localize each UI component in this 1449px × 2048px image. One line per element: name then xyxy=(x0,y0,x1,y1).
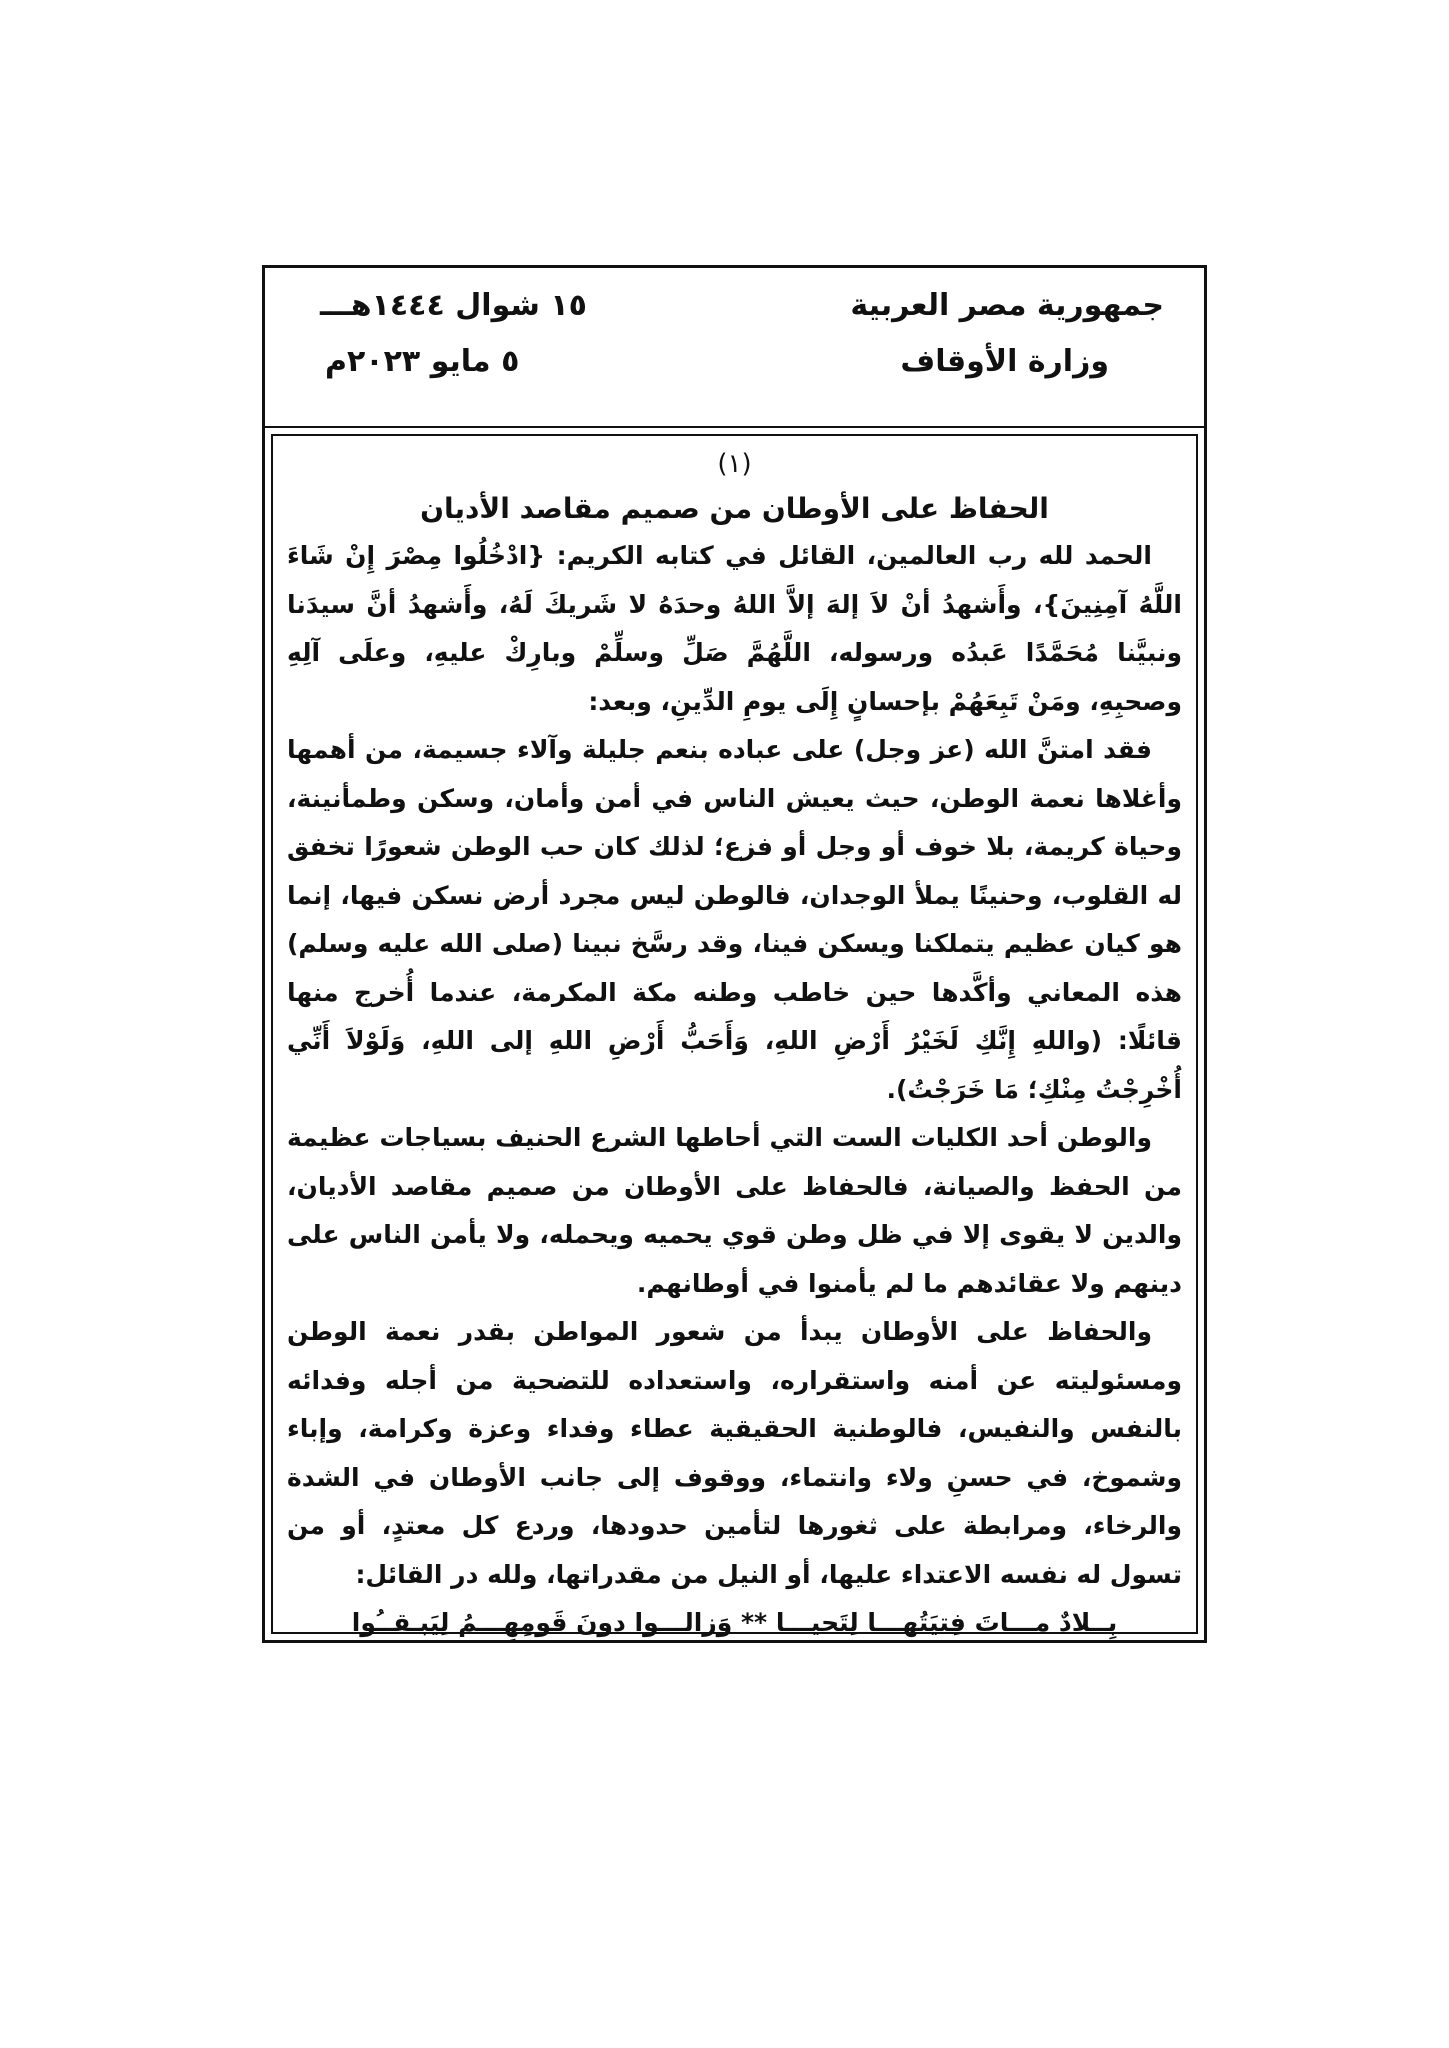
gregorian-date: ٥ مايو ٢٠٢٣م xyxy=(325,344,520,379)
paragraph: الحمد لله رب العالمين، القائل في كتابه الكريم: {ادْخُلُوا مِصْرَ إِنْ شَاءَ اللَّهُ آمِنِينَ}، وأَشهدُ أنْ لاَ إلهَ إلاَّ اللهُ وحدَهُ لا شَريكَ لَهُ، وأَشهدُ أنَّ سيدَنا ونبيَّنا مُحَمَّدًا عَبدُه ورسوله، اللَّهُمَّ صَلِّ وسلِّمْ وبارِكْ عليهِ، وعلَى آلِهِ وصحبِهِ، ومَنْ تَبِعَهُمْ بإحسانٍ إِلَى يومِ الدِّينِ، وبعد: xyxy=(287,541,1182,716)
sermon-title: الحفاظ على الأوطان من صميم مقاصد الأديان xyxy=(420,492,1049,525)
sermon-number: (١) xyxy=(717,449,752,479)
hijri-date: ١٥ شوال ١٤٤٤هـــ xyxy=(320,288,587,323)
poem-line: بِــلادٌ مـــاتَ فِتيَتُهـــا لِتَحيـــا ** وَزالـــوا دونَ قَومِهِـــمُ لِيَبـقــُوا xyxy=(351,1608,1118,1637)
document-frame xyxy=(262,265,1207,1643)
paragraph: والحفاظ على الأوطان يبدأ من شعور المواطن بقدر نعمة الوطن ومسئوليته عن أمنه واستقراره، واستعداده للتضحية من أجله وفدائه بالنفس والنفيس، فالوطنية الحقيقية عطاء وفداء وعزة وكرامة، وإباء وشموخ، في حسنِ ولاء وانتماء، ووقوف إلى جانب الأوطان في الشدة والرخاء، ومرابطة على ثغورها لتأمين حدودها، وردع كل معتدٍ، أو من تسول له نفسه الاعتداء عليها، أو النيل من مقدراتها، ولله در القائل: xyxy=(287,1317,1182,1589)
paragraph: والوطن أحد الكليات الست التي أحاطها الشرع الحنيف بسياجات عظيمة من الحفظ والصيانة، فالحفاظ على الأوطان من صميم مقاصد الأديان، والدين لا يقوى إلا في ظل وطن قوي يحميه ويحمله، ولا يأمن الناس على دينهم ولا عقائدهم ما لم يأمنوا في أوطانهم. xyxy=(287,1123,1182,1298)
ministry-name: وزارة الأوقاف xyxy=(900,344,1109,379)
sermon-content xyxy=(287,442,1182,1637)
document-header xyxy=(265,268,1204,428)
sermon-box xyxy=(271,434,1198,1637)
country-name: جمهورية مصر العربية xyxy=(850,288,1164,323)
paragraph: فقد امتنَّ الله (عز وجل) على عباده بنعم جليلة وآلاء جسيمة، من أهمها وأغلاها نعمة الوطن، حيث يعيش الناس في أمن وأمان، وسكن وطمأنينة، وحياة كريمة، بلا خوف أو وجل أو فزع؛ لذلك كان حب الوطن شعورًا تخفق له القلوب، وحنينًا يملأ الوجدان، فالوطن ليس مجرد أرض نسكن فيها، إنما هو كيان عظيم يتملكنا ويسكن فينا، وقد رسَّخ نبينا (صلى الله عليه وسلم) هذه المعاني وأكَّدها حين خاطب وطنه مكة المكرمة، عندما أُخرج منها قائلًا: (واللهِ إِنَّكِ لَخَيْرُ أَرْضِ اللهِ، وَأَحَبُّ أَرْضِ اللهِ إلى اللهِ، وَلَوْلاَ أَنِّي أُخْرِجْتُ مِنْكِ؛ مَا خَرَجْتُ). xyxy=(287,735,1182,1104)
